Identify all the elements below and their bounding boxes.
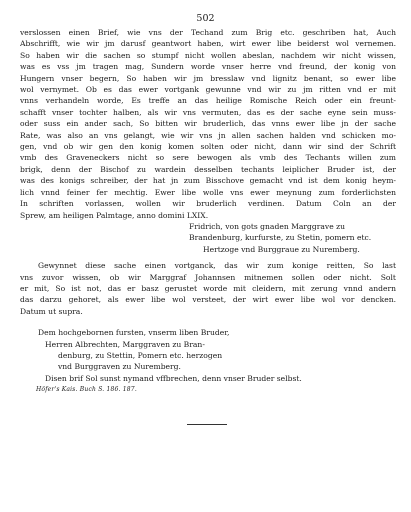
- signature-line: Fridrich, von gots gnaden Marggrave zu: [189, 221, 346, 231]
- source-footnote: Höfer's Kais. Buch S. 186. 187.: [36, 386, 137, 394]
- text-line: vnns verhandeln worde, Es treffe an das heilige Romische Reich oder ein freunt-: [20, 96, 396, 106]
- signature-line: Brandenburg, kurfurste, zu Stetin, pomern etc.: [189, 233, 372, 243]
- text-line: er mit, So ist not, das er basz gerustet worde mit cleidern, mit zerung vnnd andern: [20, 283, 396, 293]
- text-line: was des konigs schreiber, der hat jn zum Bisschove gemacht vnd ist dem konig heym-: [20, 176, 396, 186]
- text-line: Hungern vnser begern, So haben wir jm bresslaw vnd lignitz benant, so ewer libe: [20, 73, 396, 83]
- text-line: Datum ut supra.: [20, 306, 83, 316]
- text-line: wol vernymet. Ob es das ewer vortgank gewunne vnd wir zu jm ritten vnd er mit: [20, 85, 396, 95]
- text-line: das darzu gehoret, als ewer libe wol versteet, der wirt ewer libe wol vor dencken.: [20, 295, 396, 305]
- address-line: Herren Albrechten, Marggraven zu Bran-: [45, 339, 205, 349]
- text-line: oder suss ein ander sach, So bitten wir bruderlich, das vnns ewer libe jn der sache: [20, 119, 396, 129]
- text-line: was es vss jm tragen mag, Sundern worde vnser herre vnd freund, der konig von: [20, 62, 396, 72]
- text-line: Rate, was also an vns gelangt, wie wir vns jn allen sachen halden vnd schicken mo-: [20, 130, 396, 140]
- address-line: Dem hochgebornen fursten, vnserm liben Bruder,: [38, 328, 230, 338]
- signature-line: Hertzoge vnd Burggraue zu Nuremberg.: [203, 244, 360, 254]
- text-line: Sprew, am heiligen Palmtage, anno domini LXIX.: [20, 210, 209, 220]
- text-line: So haben wir die sachen so stumpf nicht wollen abeslan, nachdem wir nicht wissen,: [20, 50, 396, 60]
- text-line: vns zuvor wissen, ob wir Marggraf Johannsen mitnemen sollen oder nicht. Solt: [20, 272, 396, 282]
- text-line: vmb des Graveneckers nicht so sere bewogen als vmb des Techants willen zum: [20, 153, 396, 163]
- address-line: denburg, zu Stettin, Pomern etc. herzogen: [58, 350, 223, 360]
- page-number: 502: [196, 13, 215, 24]
- text-line: brigk, denn der Bischof zu wardein desselben techants leiplicher Bruder ist, der: [20, 164, 396, 174]
- text-line: Gewynnet diese sache einen vortganck, das wir zum konige reitten, So last: [38, 261, 396, 271]
- text-line: lich vnnd feiner fer mechtig. Ewer libe wolle vns ewer meynung zum forderlichsten: [20, 187, 396, 197]
- text-line: verslossen einen Brief, wie vns der Techand zum Brig etc. geschriben hat, Auch: [20, 28, 396, 37]
- postscript-paragraph: [20, 260, 396, 317]
- address-block: [20, 327, 396, 384]
- text-line: gen, vnd ob wir gen den konig komen solten oder nicht, dann wir sind der Schrift: [20, 142, 396, 152]
- letter-text: [20, 27, 396, 396]
- section-divider: [187, 424, 227, 425]
- text-line: In schriften vorlassen, wollen wir bruderlich verdinen. Datum Coln an der: [20, 199, 396, 209]
- signature-block: [189, 221, 396, 255]
- address-line: Disen brif Sol sunst nymand vffbrechen, denn vnser Bruder selbst.: [45, 373, 302, 383]
- address-line: vnd Burggraven zu Nuremberg.: [58, 362, 181, 372]
- text-line: schafft vnser tochter halben, als wir vns vermuten, das es der sache eyne sein muss-: [20, 107, 396, 117]
- body-paragraph: [20, 27, 396, 221]
- text-line: Abschrifft, wie wir jm darusf geantwort haben, wirt ewer libe beiderst wol vernemen.: [20, 39, 396, 49]
